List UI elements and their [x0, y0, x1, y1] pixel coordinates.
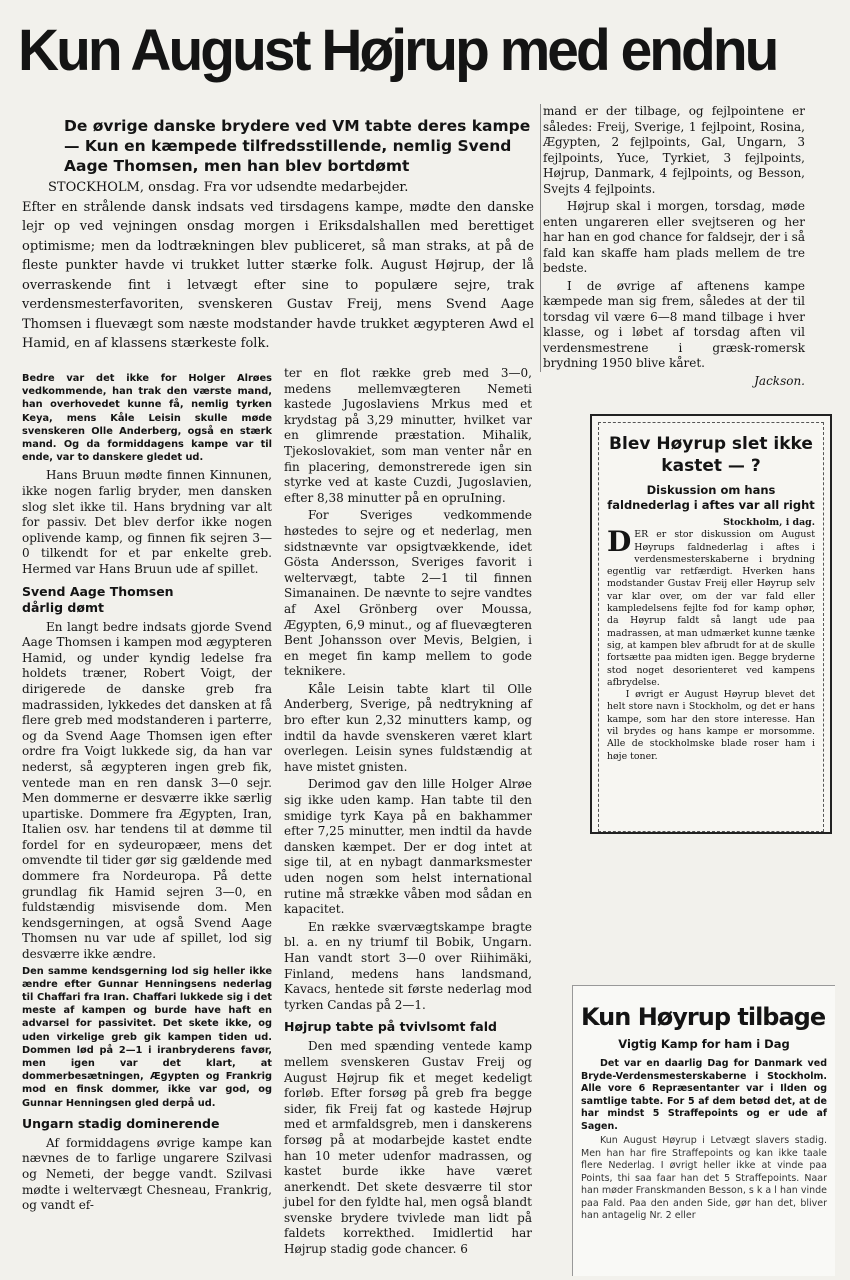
paragraph: For Sveriges vedkommende høstedes to sejre og et nederlag, men sidstnævnte var opsigtvækkende, idet Gösta Andersson, Sveriges favorit i weltervægt, tabte 2—1 til finnen Simanainen. De nævnte to sejre vandtes af Axel Grönberg over Moussa, Ægypten, 6,9 minut., og af fluevægteren Bent Johansson over Mevis, Belgien, i en meget fin kamp mellem to gode teknikere.: [284, 508, 532, 679]
paragraph: mand er der tilbage, og fejlpointene er således: Freij, Sverige, 1 fejlpoint, Rosina, Ægypten, 2 fejlpoints, Gal, Ungarn, 3 fejlpoints, Yuce, Tyrkiet, 3 fejlpoints, Højrup, Danmark, 4 fejlpoints, og Besson, Svejts 4 fejlpoints.: [543, 104, 805, 196]
clipping-subtitle: Vigtig Kamp for ham i Dag: [618, 1037, 790, 1051]
box-dateline: Stockholm, i dag.: [723, 517, 815, 528]
boxed-article: [590, 414, 832, 834]
dateline: STOCKHOLM, onsdag. Fra vor udsendte medarbejder.: [48, 180, 409, 195]
clipping-paragraph: Kun August Høyrup i Letvægt slavers stadig. Men han har fire Straffepoints og kan ikke taale flere Nederlag. I øvrigt heller ikke at vinde paa Points, thi saa faar han det 5 Straffepoints. Naar han møder Franskmanden Besson, s k a l han vinde paa Fald. Paa den anden Side, gør han det, bliver han antagelig Nr. 2 eller: [581, 1135, 827, 1221]
box-subtitle: Diskussion om hans faldnederlag i aftes var all right: [607, 483, 815, 512]
paragraph: Hans Bruun mødte finnen Kinnunen, ikke nogen farlig bryder, men dansken slog slet ikke til. Hans brydning var alt for passiv. Det blev derfor ikke nogen oplivende kamp, og finnen fik sejren 3—0 tilkendt for et par enkelte greb. Hermed var Hans Bruun ude af spillet.: [22, 468, 272, 576]
section-heading: Ungarn stadig dominerende: [22, 1115, 220, 1131]
intro-block: [22, 372, 272, 464]
subheadline: De øvrige danske brydere ved VM tabte deres kampe — Kun en kæmpede tilfredsstillende, nemlig Svend Aage Thomsen, men han blev bortdømt: [64, 117, 531, 175]
box-inner: [598, 422, 824, 832]
lead-paragraph: Efter en strålende dansk indsats ved tirsdagens kampe, mødte den danske lejr op ved vejningen onsdag morgen i Eriksdalshallen med berettiget optimisme; men da lodtrækningen blev publiceret, så man straks, at på de fleste punkter havde vi trukket lutter stærke folk. August Højrup, der lå overraskende fint i letvægt efter sine to populære sejre, trak verdensmesterfavoriten, svenskeren Gustav Freij, mens Svend Aage Thomsen i fluevægt som næste modstander havde trukket ægypteren Awd el Hamid, en af klassens stærkeste folk.: [22, 199, 534, 351]
column-rule: [540, 104, 541, 372]
paragraph: ter en flot række greb med 3—0, medens mellemvægteren Nemeti kastede Jugoslaviens Mrkus med et krydstag på 3,29 minutter, hvilket var en glimrende præstation. Mihalik, Tjekoslovakiet, som man venter når en fin placering, demonstrerede igen sin styrke ved at kaste Cuzdi, Jugoslavien, efter 8,38 minutter på en opruIning.: [284, 366, 532, 505]
clipping-body: [581, 1058, 827, 1223]
intro-paragraph: Den samme kendsgerning lod sig heller ikke ændre efter Gunnar Henningsens nederlag til Chaffari fra Iran. Chaffari lukkede sig i det meste af kampen og burde have haft en advarsel for passivitet. Det skete ikke, og uden virkelige greb gik kampen tiden ud. Dommen lød på 2—1 i iranbryderens favør, men igen var det klart, at dommerbesætningen, Ægypten og Frankrig mod en finsk dommer, ikke var god, og Gunnar Henningsen gled derpå ud.: [22, 965, 272, 1109]
box-paragraph-text: ER er stor diskussion om August Høyrups faldnederlag i aftes i verdensmesterskaberne i brydning egentlig var retfærdigt. Hverken hans modstander Gustav Freij eller Høyrup selv var klar over, om der var fald eller kampledelsens fejlte fod for kamp ophør, da Høyrup faldt så langt ude paa madrassen, at man udmærket kunne tænke sig, at kampen blev afbrudt for at de skulle fortsætte paa midten igen. Begge bryderne stod noget desorienteret ved kampens afbrydelse.: [607, 529, 815, 688]
box-body: [607, 517, 815, 763]
heading-line-2: dårlig dømt: [22, 599, 104, 615]
lead-section: [22, 178, 534, 354]
newspaper-clipping: [572, 985, 835, 1276]
paragraph: Af formiddagens øvrige kampe kan nævnes de to farlige ungarere Szilvasi og Nemeti, der begge vandt. Szilvasi mødte i weltervægt Chesneau, Frankrig, og vandt ef-: [22, 1135, 272, 1213]
paragraph: Derimod gav den lille Holger Alrøe sig ikke uden kamp. Han tabte til den smidige tyrk Kaya på en bakhammer efter 7,25 minutter, men indtil da havde dansken kæmpet. Der er dog intet at sige til, at en nybagt danmarksmester uden nogen som helst international rutine må strække våben mod sådan en kapacitet.: [284, 777, 532, 917]
intro-block: [22, 965, 272, 1110]
box-paragraph: [607, 525, 815, 689]
paragraph: En langt bedre indsats gjorde Svend Aage Thomsen i kampen mod ægypteren Hamid, og under kyndig ledelse fra holdets træner, Robert Voigt, der dirigerede de danske greb fra madrassiden, lykkedes det dansken at få flere greb med modstanderen i parterre, og da Svend Aage Thomsen igen efter ordre fra Voigt lukkede sig, da han var nederst, så ægypteren ingen greb fik, ventede man en ren dansk 3—0 sejr. Men dommerne er desværre ikke særlig upartiske. Dommere fra Ægypten, Iran, Italien osv. har tendens til at dømme til fordel for en sydeuropæer, mens det omvendte til tider gør sig gældende med dommere fra Nordeuropa. På dette grundlag fik Hamid sejren 3—0, en fuldstændig misvisende dom. Men kendsgerningen, at også Svend Aage Thomsen nu var ude af spillet, lod sig desværre ikke ændre.: [22, 619, 272, 962]
paragraph: I de øvrige af aftenens kampe kæmpede man sig frem, således at der til torsdag vil være 6—8 mand tilbage i hver klasse, og i løbet af torsdag aften vil verdensmestrene i græsk-romersk brydning 1950 blive kåret.: [543, 278, 805, 370]
paragraph: Den med spænding ventede kamp mellem svenskeren Gustav Freij og August Højrup fik et meget kedeligt forløb. Efter forsøg på greb fra begge sider, fik Freij fat og kastede Højrup med et armfaldsgreb, men i danskerens forsøg på at modarbejde kastet endte han 10 meter udenfor madrassen, og kastet burde ikke have været anerkendt. Det skete desværre til stor jubel for den fyldte hal, men også blandt svenske brydere tvivlede man lidt på faldets korrekthed. Imidlertid har Højrup stadig gode chancer. 6: [284, 1039, 532, 1257]
drop-cap: D: [607, 525, 632, 559]
heading-line-1: Svend Aage Thomsen: [22, 583, 174, 599]
byline-signature: Jackson.: [754, 373, 805, 388]
column-1: [22, 372, 272, 1272]
box-paragraph: I øvrigt er August Høyrup blevet det helt store navn i Stockholm, og det er hans kampe, som har den store interesse. Han vil brydes og hans kampe er morsomme. Alle de stockholmske blade roser ham i høje toner.: [607, 689, 815, 762]
headline: Kun August Højrup med endnu: [18, 18, 777, 83]
intro-paragraph: Bedre var det ikke for Holger Alrøes vedkommende, han trak den værste mand, han overhovedet kunne få, nemlig tyrken Keya, mens Kåle Leisin skulle møde svenskeren Olle Anderberg, også en stærk mand. Og da formiddagens kampe var til ende, var to danskere gledet ud.: [22, 373, 272, 464]
paragraph: Kåle Leisin tabte klart til Olle Anderberg, Sverige, på nedtrykning af bro efter kun 2,32 minutters kamp, og indtil da havde svenskeren været klart overlegen. Leisin synes fuldstændig at have mistet gnisten.: [284, 681, 532, 774]
section-heading: [22, 584, 272, 616]
section-heading: Højrup tabte på tvivlsomt fald: [284, 1019, 497, 1035]
paragraph: Højrup skal i morgen, torsdag, møde enten ungareren eller svejtseren og her har han en god chance for faldsejr, der i så fald kan skaffe ham plads mellem de tre bedste.: [543, 199, 805, 275]
clipping-title: Kun Høyrup tilbage: [581, 1003, 826, 1031]
paragraph: En række sværvægtskampe bragte bl. a. en ny triumf til Bobik, Ungarn. Han vandt stort 3—0 over Riihimäki, Finland, medens hans landsmand, Kavacs, hentede sit første nederlag mod tyrken Candas på 2—1.: [284, 919, 532, 1012]
column-3: [543, 104, 805, 388]
clipping-paragraph: Det var en daarlig Dag for Danmark ved Bryde-Verdensmesterskaberne i Stockholm. Alle vore 6 Repræsentanter var i Ilden og samtlige tabte. For 5 af dem betød det, at de har mindst 5 Straffepoints og er ude af Sagen.: [581, 1058, 827, 1132]
column-2: [284, 366, 532, 1272]
box-title: Blev Høyrup slet ikke kastet — ?: [609, 434, 813, 476]
